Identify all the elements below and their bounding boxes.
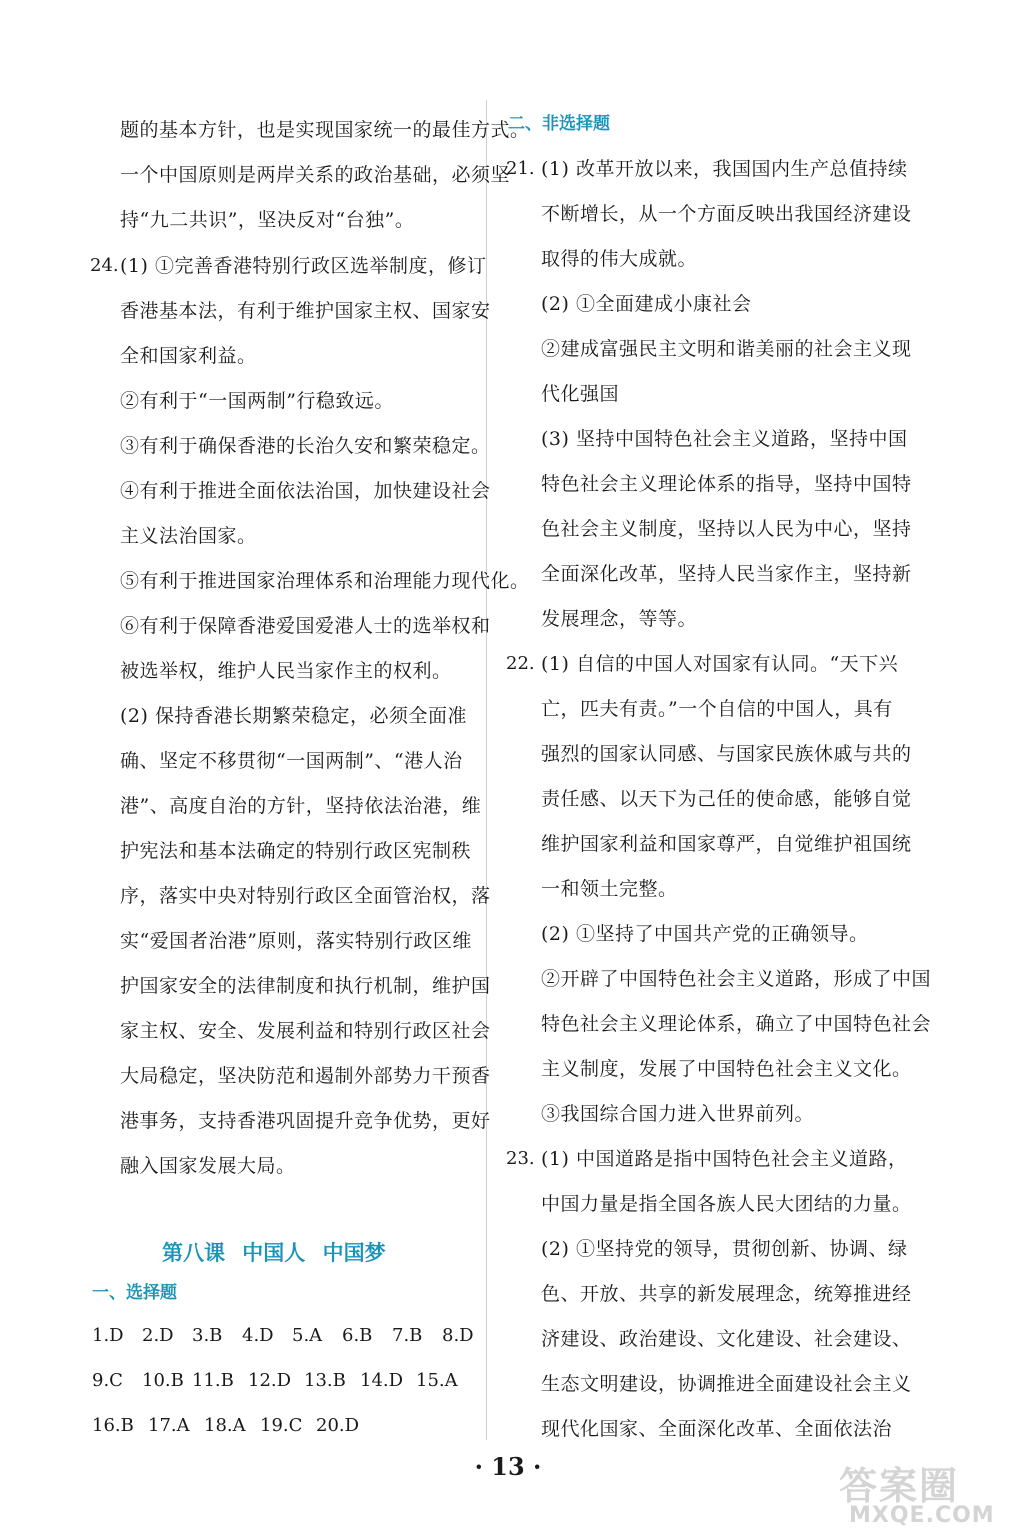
answer-item: 7.B (392, 1325, 423, 1346)
q21-line: 不断增长，从一个方面反映出我国经济建设 (541, 203, 912, 225)
q24-line: 护宪法和基本法确定的特别行政区宪制秩 (120, 840, 472, 862)
q24-line: ⑤有利于推进国家治理体系和治理能力现代化。 (120, 570, 530, 592)
q21-line: 全面深化改革，坚持人民当家作主，坚持新 (541, 563, 912, 585)
q21-line: 取得的伟大成就。 (541, 248, 698, 270)
answer-item: 2.D (142, 1325, 174, 1346)
q24-line: 港”、高度自治的方针，坚持依法治港，维 (120, 795, 482, 817)
q24-line: ④有利于推进全面依法治国，加快建设社会 (120, 480, 491, 502)
answer-item: 5.A (292, 1325, 323, 1346)
q24-line: 全和国家利益。 (120, 345, 257, 367)
q21-line: 代化强国 (541, 383, 620, 405)
answer-item: 10.B (142, 1370, 184, 1391)
q24-line: 香港基本法，有利于维护国家主权、国家安 (120, 300, 491, 322)
answer-item: 19.C (260, 1415, 303, 1436)
question-23-number: 23. (506, 1148, 535, 1169)
left-text-line: 题的基本方针，也是实现国家统一的最佳方式。 (120, 119, 530, 141)
q23-line: 现代化国家、全面深化改革、全面依法治 (541, 1418, 893, 1440)
q24-line: 大局稳定，坚决防范和遏制外部势力干预香 (120, 1065, 491, 1087)
q24-line: (2) 保持香港长期繁荣稳定，必须全面准 (120, 705, 467, 727)
watermark-url-text: MXQE.COM (849, 1503, 995, 1528)
answer-item: 15.A (416, 1370, 458, 1391)
q21-line: (3) 坚持中国特色社会主义道路，坚持中国 (541, 428, 908, 450)
answer-item: 18.A (204, 1415, 246, 1436)
q21-line: 发展理念，等等。 (541, 608, 698, 630)
answer-item: 4.D (242, 1325, 274, 1346)
q23-line: (2) ①坚持党的领导，贯彻创新、协调、绿 (541, 1238, 908, 1260)
watermark-main-text: 答案圈 (839, 1464, 960, 1508)
q22-line: ②开辟了中国特色社会主义道路，形成了中国 (541, 968, 932, 990)
q24-line: 主义法治国家。 (120, 525, 257, 547)
section-heading-choice: 一、选择题 (92, 1283, 177, 1303)
q22-line: 亡，匹夫有责。”一个自信的中国人，具有 (541, 698, 893, 720)
answer-row-1 (92, 1324, 492, 1348)
watermark-logo (835, 1455, 1010, 1533)
answer-row-2 (92, 1369, 472, 1393)
q24-line: (1) ①完善香港特别行政区选举制度，修订 (120, 255, 487, 277)
page-number: · 13 · (474, 1452, 542, 1481)
lesson-title: 第八课 中国人 中国梦 (162, 1241, 386, 1265)
q22-line: 特色社会主义理论体系，确立了中国特色社会 (541, 1013, 932, 1035)
question-22-number: 22. (506, 653, 535, 674)
answer-item: 8.D (442, 1325, 474, 1346)
section-heading-nonchoice: 二、非选择题 (508, 114, 610, 134)
q23-line: 色、开放、共享的新发展理念，统筹推进经 (541, 1283, 912, 1305)
q24-line: 融入国家发展大局。 (120, 1155, 296, 1177)
q24-line: 实“爱国者治港”原则，落实特别行政区维 (120, 930, 472, 952)
q22-line: 强烈的国家认同感、与国家民族休戚与共的 (541, 743, 912, 765)
answer-item: 3.B (192, 1325, 223, 1346)
q21-line: (2) ①全面建成小康社会 (541, 293, 752, 315)
answer-item: 14.D (360, 1370, 404, 1391)
q22-line: (2) ①坚持了中国共产党的正确领导。 (541, 923, 869, 945)
answer-item: 9.C (92, 1370, 123, 1391)
answer-item: 20.D (316, 1415, 360, 1436)
q24-line: 序，落实中央对特别行政区全面管治权，落 (120, 885, 491, 907)
q23-line: 生态文明建设，协调推进全面建设社会主义 (541, 1373, 912, 1395)
answer-item: 1.D (92, 1325, 124, 1346)
q21-line: (1) 改革开放以来，我国国内生产总值持续 (541, 158, 908, 180)
q22-line: 主义制度，发展了中国特色社会主义文化。 (541, 1058, 912, 1080)
answer-row-3 (92, 1414, 372, 1438)
answer-item: 13.B (304, 1370, 346, 1391)
question-21-number: 21. (506, 158, 535, 179)
q24-line: 港事务，支持香港巩固提升竞争优势，更好 (120, 1110, 491, 1132)
q21-line: ②建成富强民主文明和谐美丽的社会主义现 (541, 338, 912, 360)
q22-line: (1) 自信的中国人对国家有认同。“天下兴 (541, 653, 899, 675)
q22-line: ③我国综合国力进入世界前列。 (541, 1103, 815, 1125)
q24-line: 护国家安全的法律制度和执行机制，维护国 (120, 975, 491, 997)
q24-line: ⑥有利于保障香港爱国爱港人士的选举权和 (120, 615, 491, 637)
left-text-line: 一个中国原则是两岸关系的政治基础，必须坚 (120, 164, 511, 186)
answer-item: 6.B (342, 1325, 373, 1346)
q22-line: 一和领土完整。 (541, 878, 678, 900)
q23-line: 济建设、政治建设、文化建设、社会建设、 (541, 1328, 912, 1350)
q24-line: 家主权、安全、发展利益和特别行政区社会 (120, 1020, 491, 1042)
q21-line: 特色社会主义理论体系的指导，坚持中国特 (541, 473, 912, 495)
answer-item: 12.D (248, 1370, 292, 1391)
question-24-number: 24. (90, 255, 119, 276)
q22-line: 责任感、以天下为己任的使命感，能够自觉 (541, 788, 912, 810)
q24-line: ②有利于“一国两制”行稳致远。 (120, 390, 394, 412)
left-text-line: 持“九二共识”，坚决反对“台独”。 (120, 209, 415, 231)
q22-line: 维护国家利益和国家尊严，自觉维护祖国统 (541, 833, 912, 855)
q24-line: 确、坚定不移贯彻“一国两制”、“港人治 (120, 750, 463, 772)
q23-line: 中国力量是指全国各族人民大团结的力量。 (541, 1193, 912, 1215)
answer-item: 17.A (148, 1415, 190, 1436)
q24-line: ③有利于确保香港的长治久安和繁荣稳定。 (120, 435, 491, 457)
q24-line: 被选举权，维护人民当家作主的权利。 (120, 660, 452, 682)
q23-line: (1) 中国道路是指中国特色社会主义道路， (541, 1148, 908, 1170)
answer-item: 16.B (92, 1415, 134, 1436)
answer-item: 11.B (192, 1370, 234, 1391)
q21-line: 色社会主义制度，坚持以人民为中心，坚持 (541, 518, 912, 540)
